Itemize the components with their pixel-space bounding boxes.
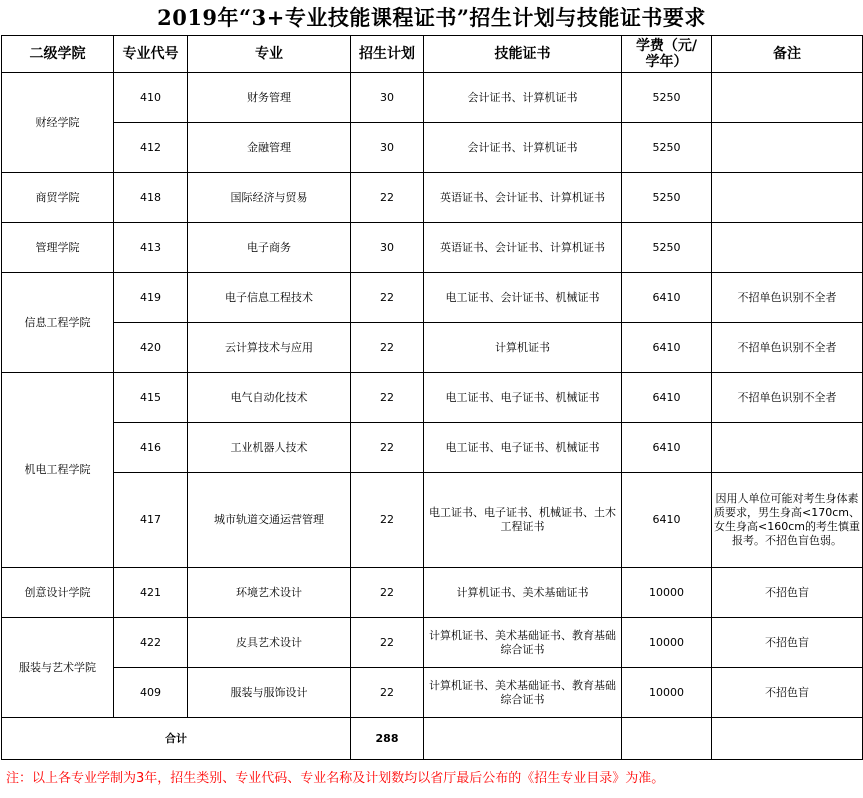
table-row (2, 568, 863, 618)
remark-cell: 不招色盲 (712, 568, 863, 618)
remark-cell: 不招单色识别不全者 (712, 373, 863, 423)
header-remark: 备注 (712, 36, 863, 73)
table-row (2, 373, 863, 423)
plan-cell: 30 (351, 223, 424, 273)
cert-cell: 电工证书、电子证书、机械证书 (424, 423, 622, 473)
total-label: 合计 (2, 718, 351, 760)
fee-cell: 10000 (622, 618, 712, 668)
enrollment-table (1, 35, 863, 760)
total-empty-cell (622, 718, 712, 760)
fee-cell: 6410 (622, 323, 712, 373)
header-fee-line1: 学费（元/ (635, 38, 698, 54)
table-row (2, 423, 863, 473)
table-header-row (2, 36, 863, 73)
cert-cell: 计算机证书、美术基础证书、教育基础综合证书 (424, 668, 622, 718)
plan-cell: 22 (351, 568, 424, 618)
table-row (2, 123, 863, 173)
code-cell: 410 (114, 73, 188, 123)
fee-cell: 5250 (622, 223, 712, 273)
code-cell: 419 (114, 273, 188, 323)
plan-cell: 30 (351, 73, 424, 123)
remark-cell: 不招单色识别不全者 (712, 323, 863, 373)
fee-cell: 6410 (622, 273, 712, 323)
page-title: 2019年“3+专业技能课程证书”招生计划与技能证书要求 (157, 5, 706, 30)
header-cert: 技能证书 (424, 36, 622, 73)
header-fee (622, 36, 712, 73)
cert-cell: 会计证书、计算机证书 (424, 73, 622, 123)
cert-cell: 电工证书、电子证书、机械证书、土木工程证书 (424, 473, 622, 568)
table-row (2, 323, 863, 373)
code-cell: 416 (114, 423, 188, 473)
fee-cell: 10000 (622, 668, 712, 718)
major-cell: 国际经济与贸易 (188, 173, 351, 223)
header-code: 专业代号 (114, 36, 188, 73)
remark-cell: 不招色盲 (712, 618, 863, 668)
cert-cell: 计算机证书、美术基础证书 (424, 568, 622, 618)
plan-cell: 30 (351, 123, 424, 173)
major-cell: 金融管理 (188, 123, 351, 173)
code-cell: 420 (114, 323, 188, 373)
code-cell: 421 (114, 568, 188, 618)
plan-cell: 22 (351, 173, 424, 223)
table-row (2, 618, 863, 668)
major-cell: 云计算技术与应用 (188, 323, 351, 373)
college-cell: 财经学院 (2, 73, 114, 173)
cert-cell: 电工证书、电子证书、机械证书 (424, 373, 622, 423)
table-row (2, 173, 863, 223)
major-cell: 皮具艺术设计 (188, 618, 351, 668)
remark-cell (712, 73, 863, 123)
header-fee-line2: 学年） (645, 54, 688, 70)
remark-cell (712, 423, 863, 473)
plan-cell: 22 (351, 323, 424, 373)
college-cell: 机电工程学院 (2, 373, 114, 568)
fee-cell: 5250 (622, 123, 712, 173)
major-cell: 服装与服饰设计 (188, 668, 351, 718)
plan-cell: 22 (351, 373, 424, 423)
total-empty-cell (712, 718, 863, 760)
college-cell: 服装与艺术学院 (2, 618, 114, 718)
cert-cell: 英语证书、会计证书、计算机证书 (424, 173, 622, 223)
table-row (2, 273, 863, 323)
plan-cell: 22 (351, 273, 424, 323)
table-row (2, 223, 863, 273)
header-plan: 招生计划 (351, 36, 424, 73)
footnote: 注：以上各专业学制为3年，招生类别、专业代码、专业名称及计划数均以省厅最后公布的《招生专业目录》为准。 (6, 771, 665, 786)
code-cell: 413 (114, 223, 188, 273)
fee-cell: 10000 (622, 568, 712, 618)
college-cell: 创意设计学院 (2, 568, 114, 618)
total-value: 288 (351, 718, 424, 760)
major-cell: 环境艺术设计 (188, 568, 351, 618)
code-cell: 409 (114, 668, 188, 718)
major-cell: 电子信息工程技术 (188, 273, 351, 323)
header-college: 二级学院 (2, 36, 114, 73)
remark-cell: 不招单色识别不全者 (712, 273, 863, 323)
remark-cell (712, 123, 863, 173)
fee-cell: 6410 (622, 423, 712, 473)
major-cell: 电气自动化技术 (188, 373, 351, 423)
remark-cell (712, 223, 863, 273)
fee-cell: 5250 (622, 73, 712, 123)
fee-cell: 6410 (622, 373, 712, 423)
cert-cell: 计算机证书 (424, 323, 622, 373)
major-cell: 电子商务 (188, 223, 351, 273)
plan-cell: 22 (351, 668, 424, 718)
header-major: 专业 (188, 36, 351, 73)
plan-cell: 22 (351, 473, 424, 568)
major-cell: 工业机器人技术 (188, 423, 351, 473)
fee-cell: 5250 (622, 173, 712, 223)
code-cell: 417 (114, 473, 188, 568)
code-cell: 418 (114, 173, 188, 223)
cert-cell: 计算机证书、美术基础证书、教育基础综合证书 (424, 618, 622, 668)
table-row (2, 73, 863, 123)
code-cell: 422 (114, 618, 188, 668)
remark-cell: 因用人单位可能对考生身体素质要求，男生身高<170cm、女生身高<160cm的考生慎重报考。不招色盲色弱。 (712, 473, 863, 568)
college-cell: 管理学院 (2, 223, 114, 273)
code-cell: 412 (114, 123, 188, 173)
remark-cell: 不招色盲 (712, 668, 863, 718)
code-cell: 415 (114, 373, 188, 423)
plan-cell: 22 (351, 423, 424, 473)
college-cell: 商贸学院 (2, 173, 114, 223)
major-cell: 城市轨道交通运营管理 (188, 473, 351, 568)
college-cell: 信息工程学院 (2, 273, 114, 373)
cert-cell: 电工证书、会计证书、机械证书 (424, 273, 622, 323)
fee-cell: 6410 (622, 473, 712, 568)
major-cell: 财务管理 (188, 73, 351, 123)
table-row (2, 473, 863, 568)
cert-cell: 英语证书、会计证书、计算机证书 (424, 223, 622, 273)
cert-cell: 会计证书、计算机证书 (424, 123, 622, 173)
total-empty-cell (424, 718, 622, 760)
table-row (2, 668, 863, 718)
total-row (2, 718, 863, 760)
remark-cell (712, 173, 863, 223)
plan-cell: 22 (351, 618, 424, 668)
